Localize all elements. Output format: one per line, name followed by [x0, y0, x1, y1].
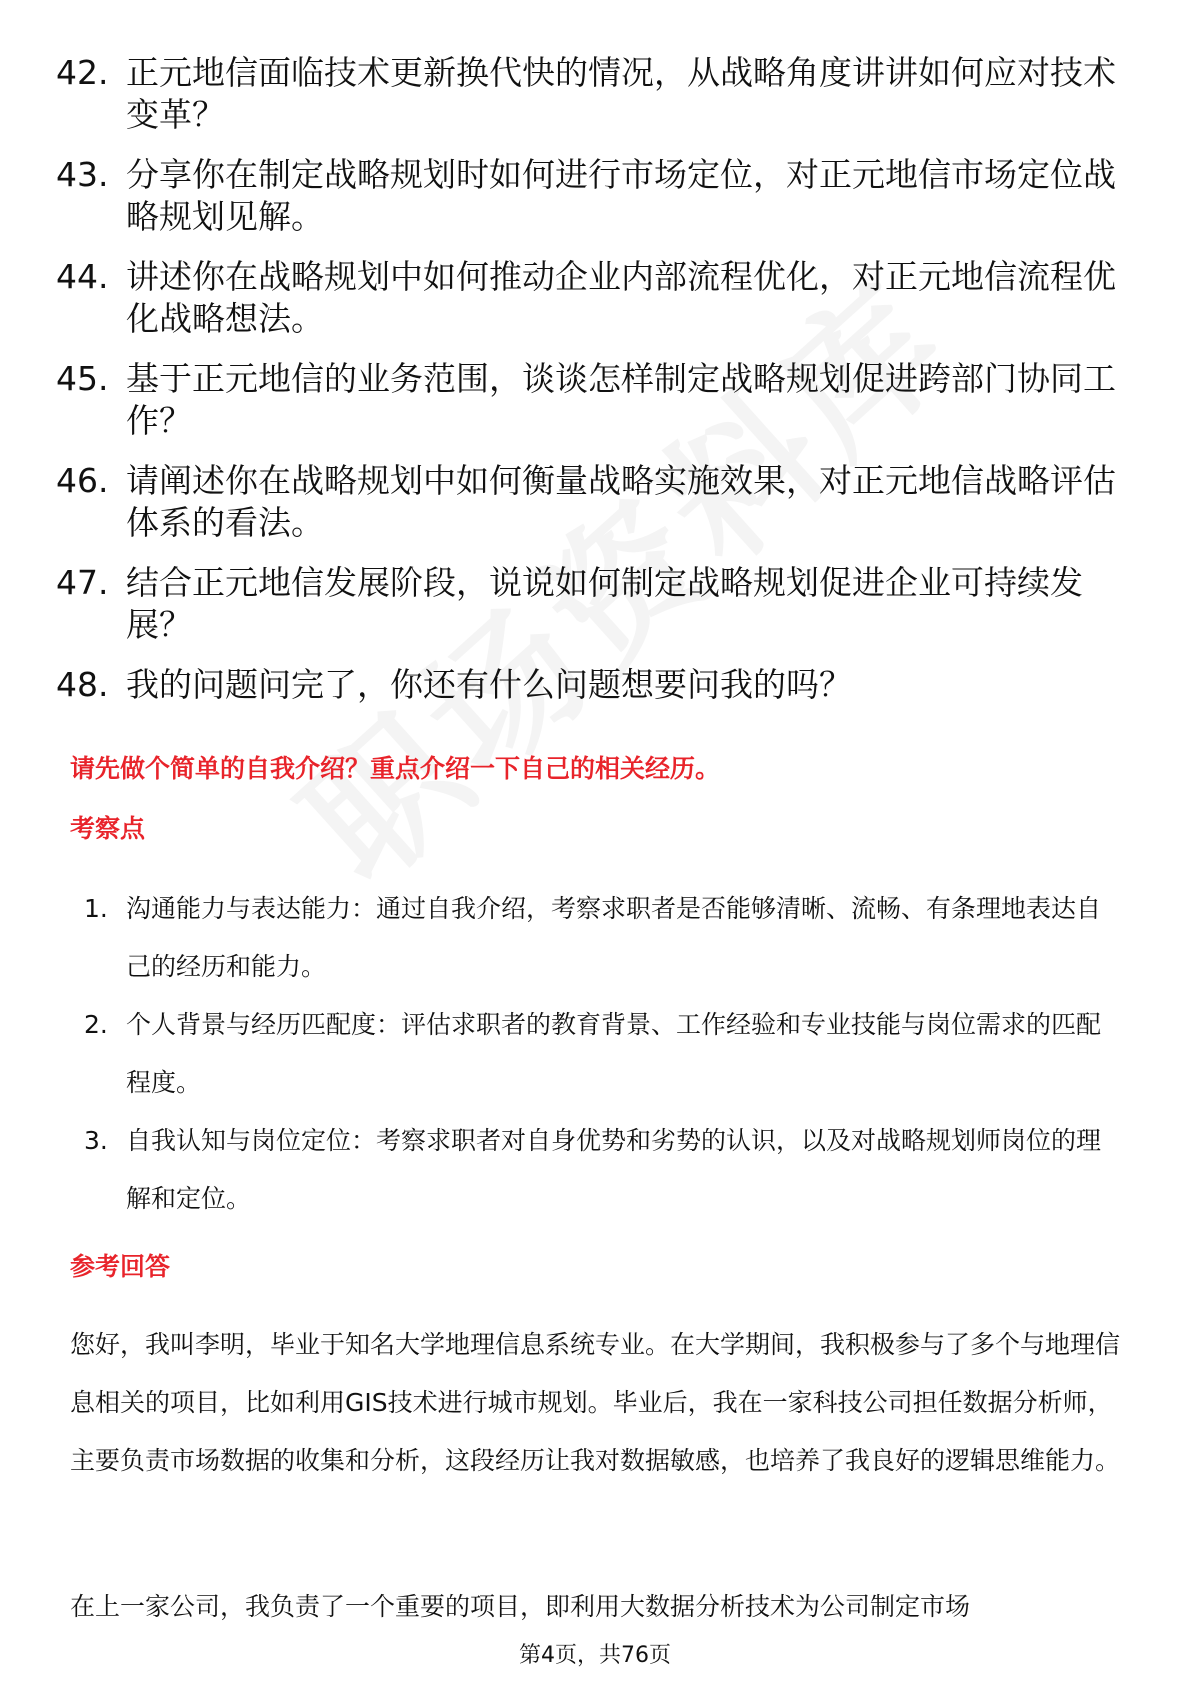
question-text: 讲述你在战略规划中如何推动企业内部流程优化，对正元地信流程优化战略想法。	[126, 257, 1116, 338]
point-number: 2.	[84, 1010, 108, 1039]
question-number: 44.	[56, 257, 109, 296]
section-title-answer: 参考回答	[70, 1252, 171, 1281]
list-item	[56, 52, 1136, 136]
list-item	[84, 1112, 1120, 1228]
point-text: 沟通能力与表达能力：通过自我介绍，考察求职者是否能够清晰、流畅、有条理地表达自己的经历和能力。	[126, 894, 1102, 981]
answer-paragraph: 在上一家公司，我负责了一个重要的项目，即利用大数据分析技术为公司制定市场	[70, 1592, 971, 1621]
list-item	[56, 460, 1136, 544]
list-item	[56, 154, 1136, 238]
question-text: 正元地信面临技术更新换代快的情况，从战略角度讲讲如何应对技术变革？	[126, 53, 1116, 134]
question-number: 48.	[56, 665, 109, 704]
question-number: 47.	[56, 563, 109, 602]
main-question-heading: 请先做个简单的自我介绍？重点介绍一下自己的相关经历。	[70, 754, 721, 783]
question-list	[56, 52, 1136, 724]
question-text: 结合正元地信发展阶段，说说如何制定战略规划促进企业可持续发展？	[126, 563, 1083, 644]
list-item	[84, 996, 1120, 1112]
evaluation-points	[84, 880, 1120, 1228]
question-text: 请阐述你在战略规划中如何衡量战略实施效果，对正元地信战略评估体系的看法。	[126, 461, 1116, 542]
question-number: 46.	[56, 461, 109, 500]
point-text: 个人背景与经历匹配度：评估求职者的教育背景、工作经验和专业技能与岗位需求的匹配程度。	[126, 1010, 1102, 1097]
question-text: 基于正元地信的业务范围，谈谈怎样制定战略规划促进跨部门协同工作？	[126, 359, 1116, 440]
answer-paragraph: 您好，我叫李明，毕业于知名大学地理信息系统专业。在大学期间，我积极参与了多个与地理信息相关的项目，比如利用GIS技术进行城市规划。毕业后，我在一家科技公司担任数据分析师，主要负责市场数据的收集和分析，这段经历让我对数据敏感，也培养了我良好的逻辑思维能力。	[70, 1330, 1121, 1475]
question-number: 42.	[56, 53, 109, 92]
list-item	[56, 562, 1136, 646]
section-title-points: 考察点	[70, 814, 146, 843]
point-number: 1.	[84, 894, 108, 923]
point-text: 自我认知与岗位定位：考察求职者对自身优势和劣势的认识，以及对战略规划师岗位的理解和定位。	[126, 1126, 1102, 1213]
list-item	[56, 358, 1136, 442]
list-item	[56, 664, 1136, 706]
list-item	[84, 880, 1120, 996]
list-item	[56, 256, 1136, 340]
question-number: 45.	[56, 359, 109, 398]
question-number: 43.	[56, 155, 109, 194]
page-footer: 第4页，共76页	[519, 1643, 671, 1668]
question-text: 我的问题问完了，你还有什么问题想要问我的吗？	[126, 665, 852, 704]
point-number: 3.	[84, 1126, 108, 1155]
question-text: 分享你在制定战略规划时如何进行市场定位，对正元地信市场定位战略规划见解。	[126, 155, 1116, 236]
